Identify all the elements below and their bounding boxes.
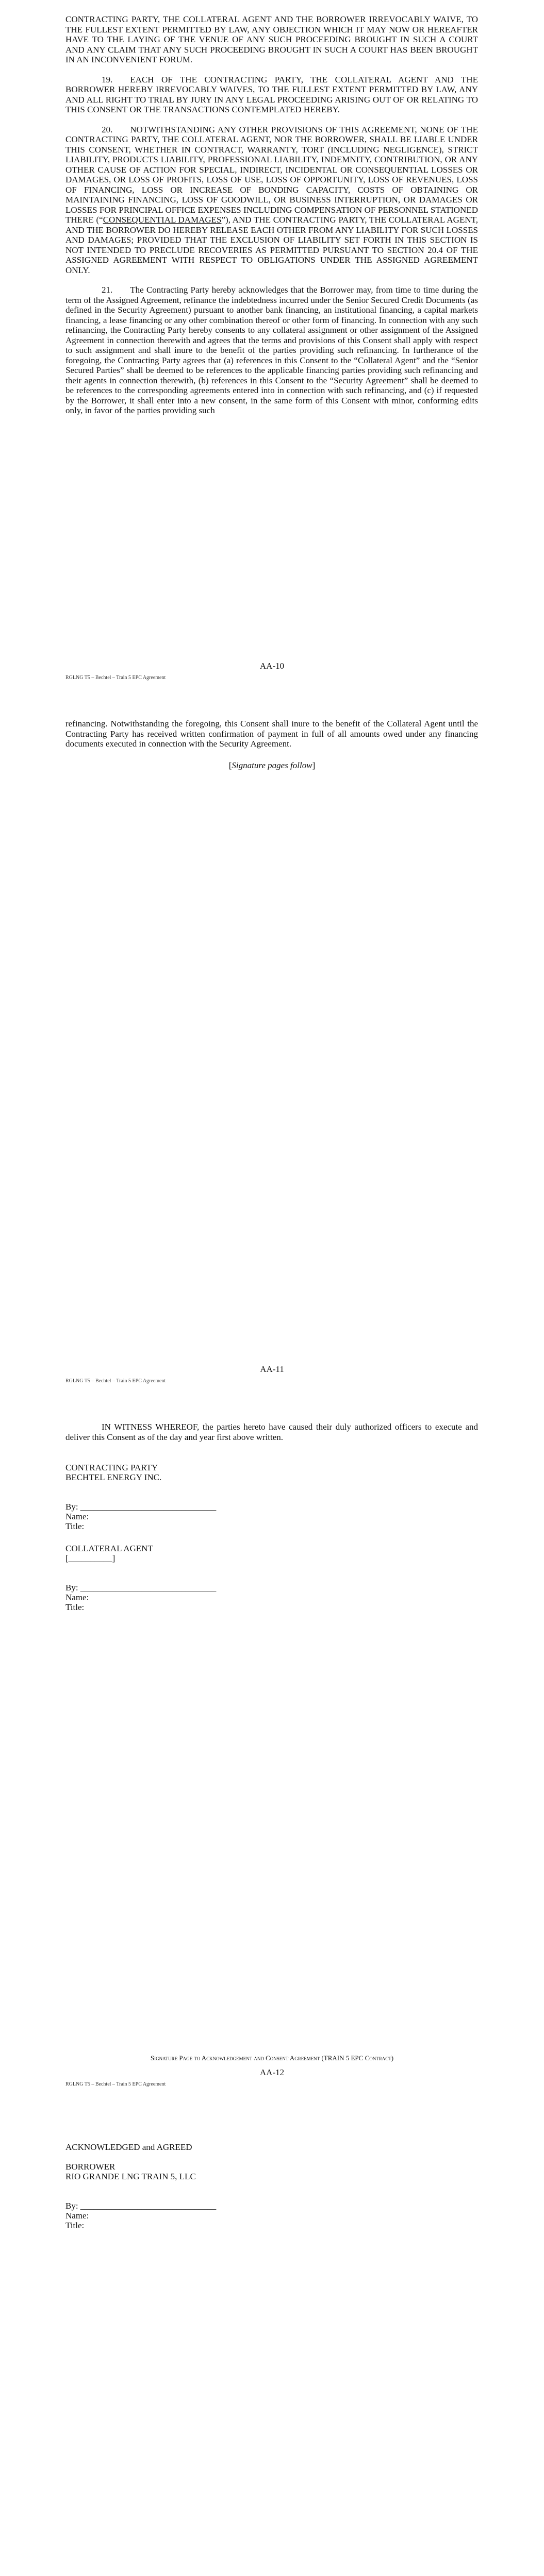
- page-body: [65, 14, 478, 426]
- paragraph-20-part-a: 20. NOTWITHSTANDING ANY OTHER PROVISIONS OF THIS AGREEMENT, NONE OF THE CONTRACTING PARTY, THE COLLATERAL AGENT, NOR THE BORROWER, SHALL BE LIABLE UNDER THIS CONSENT, WHETHER IN CONTRACT, WARRANTY, TORT (INCLUDING NEGLIGENCE), STRICT LIABILITY, PRODUCTS LIABILITY, PROFESSIONAL LIABILITY, INDEMNITY, CONTRIBUTION, OR ANY OTHER CAUSE OF ACTION FOR SPECIAL, INDIRECT, INCIDENTAL OR CONSEQUENTIAL LOSSES OR DAMAGES, OR LOSS OF PROFITS, LOSS OF USE, LOSS OF OPPORTUNITY, LOSS OF REVENUES, LOSS OF FINANCING, LOSS OR INCREASE OF BONDING CAPACITY, COSTS OF OBTAINING OR MAINTAINING FINANCING, LOSS OF GOODWILL, OR BUSINESS INTERRUPTION, OR DAMAGES OR LOSSES FOR PRINCIPAL OFFICE EXPENSES INCLUDING COMPENSATION OF PERSONNEL STATIONED THERE (“: [65, 124, 478, 225]
- page-aa-11: [0, 703, 544, 1406]
- page-number: AA-10: [259, 661, 285, 671]
- paragraph-20: [65, 125, 478, 276]
- party-name: [__________]: [65, 1553, 116, 1563]
- signature-pages-follow-note: [Signature pages follow]: [228, 760, 316, 770]
- paragraph-19: 19. EACH OF THE CONTRACTING PARTY, THE COLLATERAL AGENT AND THE BORROWER HEREBY IRREVOCABLY WAIVES, TO THE FULLEST EXTENT PERMITTED BY LAW, ANY AND ALL RIGHT TO TRIAL BY JURY IN ANY LEGAL PROCEEDING ARISING OUT OF OR RELATING TO THIS CONSENT OR THE TRANSACTIONS CONTEMPLATED HEREBY.: [65, 74, 478, 114]
- party-name: BECHTEL ENERGY INC.: [65, 1472, 162, 1482]
- paragraph-18-continued: CONTRACTING PARTY, THE COLLATERAL AGENT AND THE BORROWER IRREVOCABLY WAIVE, TO THE FULLEST EXTENT PERMITTED BY LAW, ANY OBJECTION WHICH IT MAY NOW OR HEREAFTER HAVE TO THE LAYING OF THE VENUE OF ANY SUCH PROCEEDING BROUGHT IN SUCH A COURT AND ANY CLAIM THAT ANY SUCH PROCEEDING BROUGHT IN SUCH A COURT HAS BEEN BROUGHT IN AN INCONVENIENT FORUM.: [65, 14, 478, 64]
- defined-term-consequential-damages: CONSEQUENTIAL DAMAGES: [103, 215, 222, 225]
- page-aa-12: [0, 1406, 544, 2110]
- name-label: Name:: [65, 1592, 89, 1602]
- title-label: Title:: [65, 1602, 85, 1612]
- page-aa-10: [0, 0, 544, 703]
- page-number: AA-12: [259, 2067, 285, 2077]
- page-footer: RGLNG T5 – Bechtel – Train 5 EPC Agreement: [65, 1378, 166, 1384]
- paragraph-21-continued: refinancing. Notwithstanding the foregoing, this Consent shall inure to the benefit of the Collateral Agent until the Contracting Party has received written confirmation of payment in full of all amounts owed under any financing documents executed in connection with the Security Agreement.: [65, 719, 478, 749]
- page-body: [65, 719, 478, 759]
- witness-clause: IN WITNESS WHEREOF, the parties hereto have caused their duly authorized officers to execute and deliver this Consent as of the day and year first above written.: [65, 1422, 478, 1442]
- party-role: CONTRACTING PARTY: [65, 1463, 158, 1472]
- signature-line: By: _______________________________: [65, 2201, 217, 2211]
- page-footer: RGLNG T5 – Bechtel – Train 5 EPC Agreement: [65, 2081, 166, 2087]
- signature-block-collateral-agent: [65, 1544, 478, 1612]
- name-label: Name:: [65, 2211, 89, 2221]
- page-footer: RGLNG T5 – Bechtel – Train 5 EPC Agreement: [65, 675, 166, 681]
- title-label: Title:: [65, 1521, 85, 1531]
- page-body: [65, 1422, 478, 1452]
- party-name: RIO GRANDE LNG TRAIN 5, LLC: [65, 2172, 196, 2181]
- signature-block-contracting-party: [65, 1463, 478, 1531]
- title-label: Title:: [65, 2221, 85, 2230]
- page-number: AA-11: [260, 1364, 284, 1374]
- page-aa-13: [0, 2110, 544, 2576]
- signature-line: By: _______________________________: [65, 1583, 217, 1592]
- paragraph-21: 21. The Contracting Party hereby acknowledges that the Borrower may, from time to time during the term of the Assigned Agreement, refinance the indebtedness incurred under the Senior Secured Credit Documents (as defined in the Security Agreement) pursuant to another bank financing, an institutional financing, a capital markets financing, a lease financing or any other combination thereof or other form of financing. In connection with any such refinancing, the Contracting Party hereby consents to any collateral assignment or other assignment of the Assigned Agreement in connection therewith and agrees that the terms and provisions of this Consent shall apply with respect to such assignment and shall inure to the benefit of the parties providing such refinancing. In furtherance of the foregoing, the Contracting Party agrees that (a) references in this Consent to the “Collateral Agent” and the “Senior Secured Parties” shall be deemed to be references to the applicable financing parties providing such refinancing and their agents in connection therewith, (b) references in this Consent to the “Security Agreement” shall be deemed to be references to the corresponding agreements entered into in connection with such refinancing, and (c) if requested by the Borrower, it shall enter into a new consent, in the same form of this Consent with minor, conforming edits only, in favor of the parties providing such: [65, 285, 478, 415]
- party-role: BORROWER: [65, 2162, 116, 2172]
- signature-line: By: _______________________________: [65, 1502, 217, 1512]
- signature-page-caption: Signature Page to Acknowledgement and Consent Agreement (TRAIN 5 EPC Contract): [150, 2054, 394, 2062]
- name-label: Name:: [65, 1512, 89, 1521]
- acknowledged-heading: ACKNOWLEDGED and AGREED: [65, 2142, 192, 2152]
- signature-block-borrower: [65, 2142, 478, 2230]
- party-role: COLLATERAL AGENT: [65, 1544, 153, 1553]
- paragraph-20-part-b: ”), AND THE CONTRACTING PARTY, THE COLLATERAL AGENT, AND THE BORROWER DO HEREBY RELEASE EACH OTHER FROM ANY LIABILITY FOR SUCH LOSSES AND DAMAGES; PROVIDED THAT THE EXCLUSION OF LIABILITY SET FORTH IN THIS SECTION IS NOT INTENDED TO PRECLUDE RECOVERIES AS PERMITTED PURSUANT TO SECTION 20.4 OF THE ASSIGNED AGREEMENT WITH RESPECT TO OBLIGATIONS UNDER THE ASSIGNED AGREEMENT ONLY.: [65, 215, 478, 275]
